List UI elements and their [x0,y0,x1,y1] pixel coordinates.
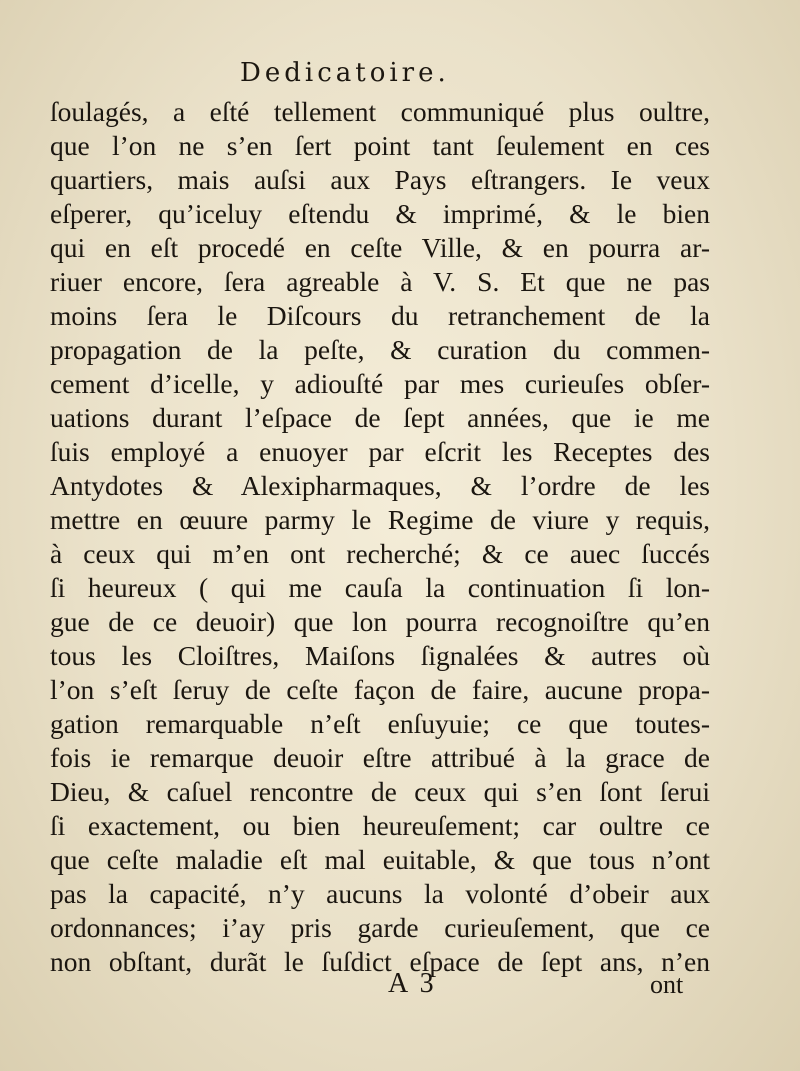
text-line: eſperer, qu’iceluy eſtendu & imprimé, & le bien [50,198,710,229]
text-line: quartiers, mais auſsi aux Pays eſtrangers. Ie veux [50,164,710,195]
text-line: que ceſte maladie eſt mal euitable, & que tous n’ont [50,844,710,875]
text-line: à ceux qui m’en ont recherché; & ce auec ſuccés [50,538,710,569]
text-line: ordonnances; i’ay pris garde curieuſement, que ce [50,912,710,943]
body-text [50,95,710,979]
text-line: pas la capacité, n’y aucuns la volonté d’obeir aux [50,878,710,909]
text-line: Dieu, & caſuel rencontre de ceux qui s’en ſont ſerui [50,776,710,807]
signature-mark: A 3 [388,968,437,999]
text-line: Antydotes & Alexipharmaques, & l’ordre de les [50,470,710,501]
text-line: ſoulagés, a eſté tellement communiqué plus oultre, [50,96,710,127]
text-line: fois ie remarque deuoir eſtre attribué à la grace de [50,742,710,773]
text-line: mettre en œuure parmy le Regime de viure y requis, [50,504,710,535]
text-line: ſi exactement, ou bien heureuſement; car oultre ce [50,810,710,841]
text-line: qui en eſt procedé en ceſte Ville, & en pourra ar- [50,232,710,263]
text-line: riuer encore, ſera agreable à V. S. Et que ne pas [50,266,710,297]
text-line: gation remarquable n’eſt enſuyuie; ce que toutes- [50,708,710,739]
text-line: moins ſera le Diſcours du retranchement de la [50,300,710,331]
running-header: Dedicatoire. [240,58,450,88]
text-line: propagation de la peſte, & curation du commen- [50,334,710,365]
text-line: gue de ce deuoir) que lon pourra recognoiſtre qu’en [50,606,710,637]
text-line: tous les Cloiſtres, Maiſons ſignalées & autres où [50,640,710,671]
text-line: ſuis employé a enuoyer par eſcrit les Receptes des [50,436,710,467]
text-line: ſi heureux ( qui me cauſa la continuation ſi lon- [50,572,710,603]
text-line: uations durant l’eſpace de ſept années, que ie me [50,402,710,433]
text-line: non obſtant, durãt le ſuſdict eſpace de ſept ans, n’en [50,946,710,977]
text-line: l’on s’eſt ſeruy de ceſte façon de faire, aucune propa- [50,674,710,705]
catchword: ont [650,970,684,999]
text-line: cement d’icelle, y adiouſté par mes curieuſes obſer- [50,368,710,399]
text-line: que l’on ne s’en ſert point tant ſeulement en ces [50,130,710,161]
